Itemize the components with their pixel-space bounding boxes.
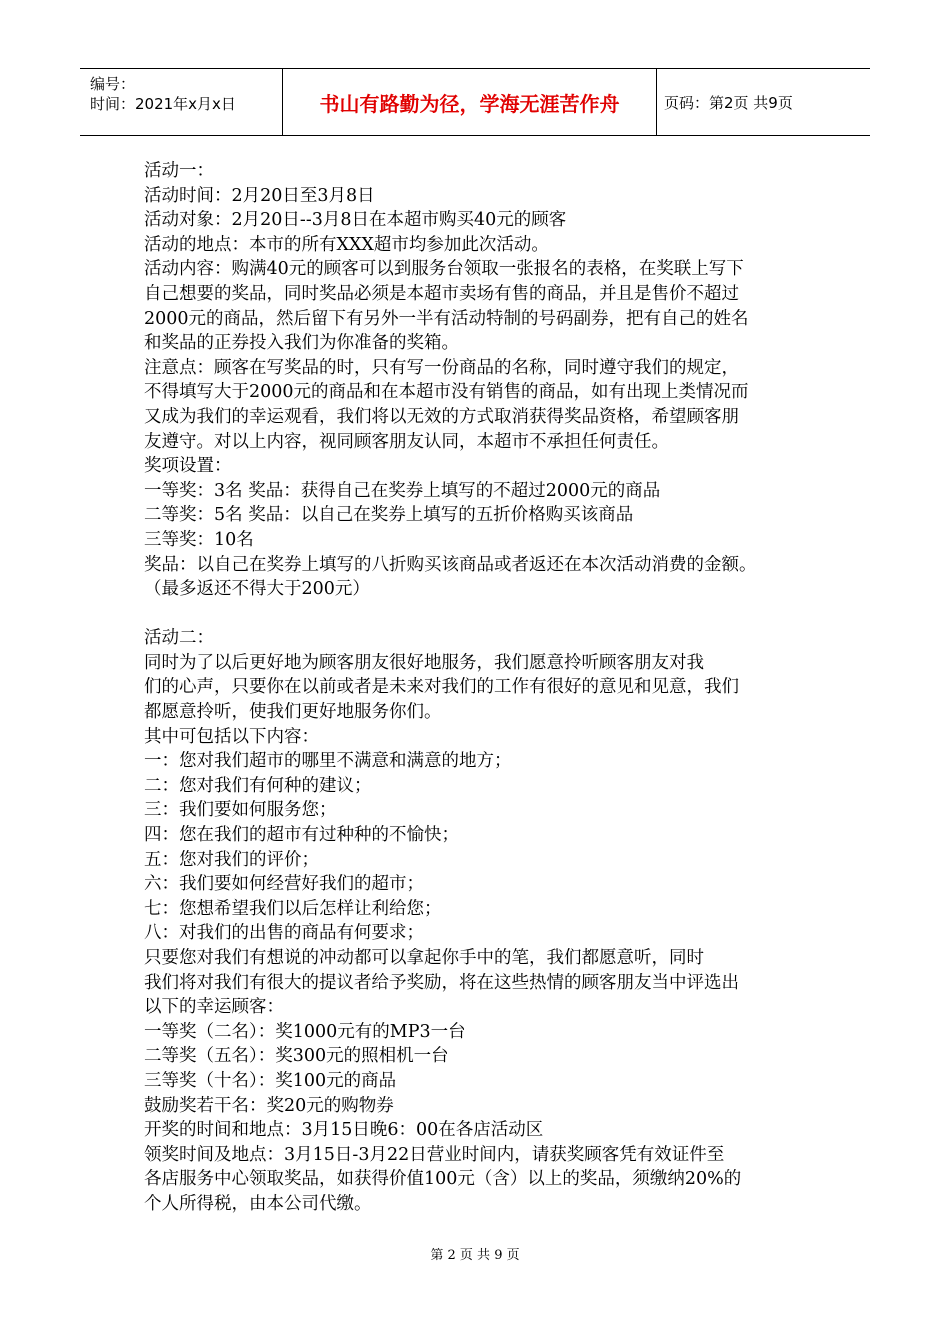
text-line: 个人所得税，由本公司代缴。 [144,1193,372,1214]
text-line: 一等奖：3名 奖品：获得自己在奖券上填写的不超过2000元的商品 [144,480,661,501]
text-line: 同时为了以后更好地为顾客朋友很好地服务，我们愿意拎听顾客朋友对我 [144,652,704,673]
text-line: 一等奖（二名）：奖1000元有的MP3一台 [144,1021,466,1042]
text-line: 们的心声，只要你在以前或者是未来对我们的工作有很好的意见和见意，我们 [144,677,739,698]
text-line: 二：您对我们有何种的建议； [144,775,372,796]
number-label: 编号： [90,75,136,93]
text-line: 活动对象：2月20日--3月8日在本超市购买40元的顾客 [144,210,567,231]
text-line: 领奖时间及地点：3月15日-3月22日营业时间内，请获奖顾客凭有效证件至 [144,1144,725,1165]
text-line: 奖项设置： [144,456,232,477]
text-line: 以下的幸运顾客： [144,997,284,1018]
document-body [144,159,814,1217]
text-line: 注意点：顾客在写奖品的时，只有写一份商品的名称，同时遵守我们的规定， [144,357,739,378]
text-line: 七：您想希望我们以后怎样让利给您； [144,898,442,919]
text-line: 活动内容：购满40元的顾客可以到服务台领取一张报名的表格，在奖联上写下 [144,259,744,280]
text-line: 开奖的时间和地点：3月15日晚6：00在各店活动区 [144,1120,544,1141]
text-line: 活动的地点：本市的所有XXX超市均参加此次活动。 [144,234,549,255]
motto-text: 书山有路勤为径，学海无涯苦作舟 [283,69,657,135]
text-line: 五：您对我们的评价； [144,849,319,870]
text-line: 三：我们要如何服务您； [144,800,337,821]
text-line: 其中可包括以下内容： [144,726,319,747]
text-line: 活动时间：2月20日至3月8日 [144,185,375,206]
text-line: 八：对我们的出售的商品有何要求； [144,923,424,944]
text-line: 三等奖：10名 [144,529,254,550]
header-table [80,68,870,136]
text-line: （最多返还不得大于200元） [144,579,370,600]
text-line: 鼓励奖若干名：奖20元的购物券 [144,1095,394,1116]
text-line: 四：您在我们的超市有过种种的不愉快； [144,825,459,846]
text-line: 友遵守。对以上内容，视同顾客朋友认同，本超市不承担任何责任。 [144,431,669,452]
text-line: 只要您对我们有想说的冲动都可以拿起你手中的笔，我们都愿意听，同时 [144,948,704,968]
text-line: 2000元的商品，然后留下有另外一半有活动特制的号码副券，把有自己的姓名 [144,308,749,329]
text-line: 活动二： [144,628,214,649]
text-line: 各店服务中心领取奖品，如获得价值100元（含）以上的奖品，须缴纳20%的 [144,1169,742,1190]
text-line: 二等奖（五名）：奖300元的照相机一台 [144,1046,449,1067]
text-line: 我们将对我们有很大的提议者给予奖励，将在这些热情的顾客朋友当中评选出 [144,972,739,993]
text-line: 自己想要的奖品，同时奖品必须是本超市卖场有售的商品，并且是售价不超过 [144,283,739,304]
page-footer: 第 2 页 共 9 页 [430,1248,520,1263]
text-line: 二等奖：5名 奖品：以自己在奖券上填写的五折价格购买该商品 [144,505,634,526]
header-left-cell [80,69,283,135]
page-info: 页码：第2页 共9页 [664,93,793,112]
text-line: 六：我们要如何经营好我们的超市； [144,874,424,895]
text-line: 都愿意拎听，使我们更好地服务你们。 [144,702,442,723]
text-line: 不得填写大于2000元的商品和在本超市没有销售的商品，如有出现上类情况而 [144,382,749,403]
text-line: 又成为我们的幸运观看，我们将以无效的方式取消获得奖品资格，希望顾客朋 [144,406,739,427]
text-line: 一：您对我们超市的哪里不满意和满意的地方； [144,751,512,772]
blank-line [144,602,814,627]
text-line: 和奖品的正券投入我们为你准备的奖箱。 [144,333,459,354]
text-line: 三等奖（十名）：奖100元的商品 [144,1070,397,1091]
text-line: 活动一： [144,161,214,181]
time-label: 时间：2021年x月x日 [90,95,236,113]
text-line: 奖品：以自己在奖券上填写的八折购买该商品或者返还在本次活动消费的金额。 [144,554,757,575]
